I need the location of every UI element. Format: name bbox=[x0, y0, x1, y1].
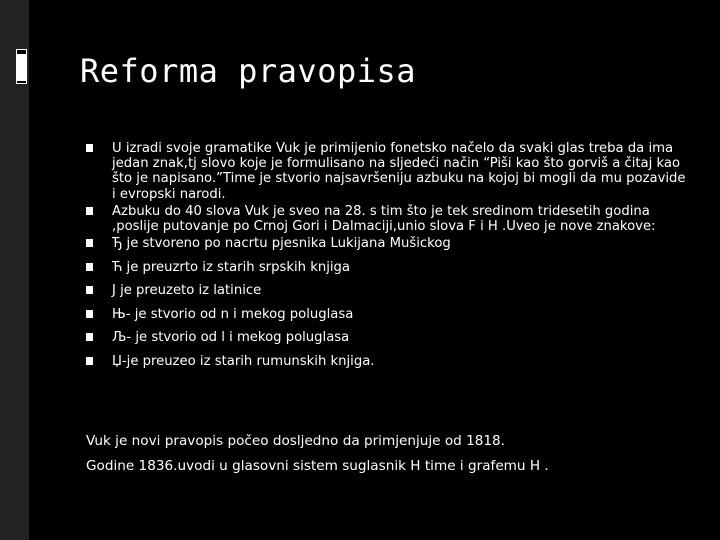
square-bullet-icon bbox=[86, 207, 93, 215]
bullet-text: Azbuku do 40 slova Vuk je sveo na 28. s tim što je tek sredinom tridesetih godina ,poslije putovanje po Crnoj Gori i Dalmaciji,unio slova F i H .Uveo je nove znakove: bbox=[112, 203, 656, 235]
bullet-text: J je preuzeto iz latinice bbox=[112, 283, 262, 299]
slide-title: Reforma pravopisa bbox=[80, 52, 417, 90]
bullet-item bbox=[86, 204, 686, 234]
bullet-list bbox=[86, 141, 686, 377]
body-paragraph: Vuk je novi pravopis počeo dosljedno da primjenjuje od 1818. bbox=[86, 433, 505, 449]
bullet-text: U izradi svoje gramatike Vuk je primijenio fonetsko načelo da svaki glas treba da ima jedan znak,tj slovo koje je formulisano na sljedeći način “Piši kao što gorviš a čitaj kao što je napisano.”Time je stvorio najsavršeniju azbuku na kojoj bi mogli da mu pozavide i evropski narodi. bbox=[112, 141, 686, 202]
bullet-item bbox=[86, 283, 686, 298]
bullet-item bbox=[86, 260, 686, 275]
square-bullet-icon bbox=[86, 239, 93, 247]
title-marker-block bbox=[16, 54, 26, 81]
bullet-item bbox=[86, 307, 686, 322]
square-bullet-icon bbox=[86, 144, 93, 152]
square-bullet-icon bbox=[86, 286, 93, 294]
square-bullet-icon bbox=[86, 263, 93, 271]
bullet-text: Џ-je preuzeo iz starih rumunskih knjiga. bbox=[112, 353, 375, 369]
square-bullet-icon bbox=[86, 333, 93, 341]
square-bullet-icon bbox=[86, 357, 93, 365]
bullet-text: Ђ je stvoreno po nacrtu pjesnika Lukijana Mušickog bbox=[112, 236, 451, 252]
bullet-text: Љ- je stvorio od l i mekog poluglasa bbox=[112, 330, 350, 346]
bullet-item bbox=[86, 330, 686, 345]
bullet-item bbox=[86, 236, 686, 251]
body-paragraph: Godine 1836.uvodi u glasovni sistem suglasnik H time i grafemu H . bbox=[86, 458, 549, 474]
bullet-item bbox=[86, 141, 686, 202]
bullet-item bbox=[86, 354, 686, 369]
bullet-text: Њ- je stvorio od n i mekog poluglasa bbox=[112, 306, 354, 322]
bullet-text: Ћ je preuzrto iz starih srpskih knjiga bbox=[112, 259, 350, 275]
square-bullet-icon bbox=[86, 310, 93, 318]
